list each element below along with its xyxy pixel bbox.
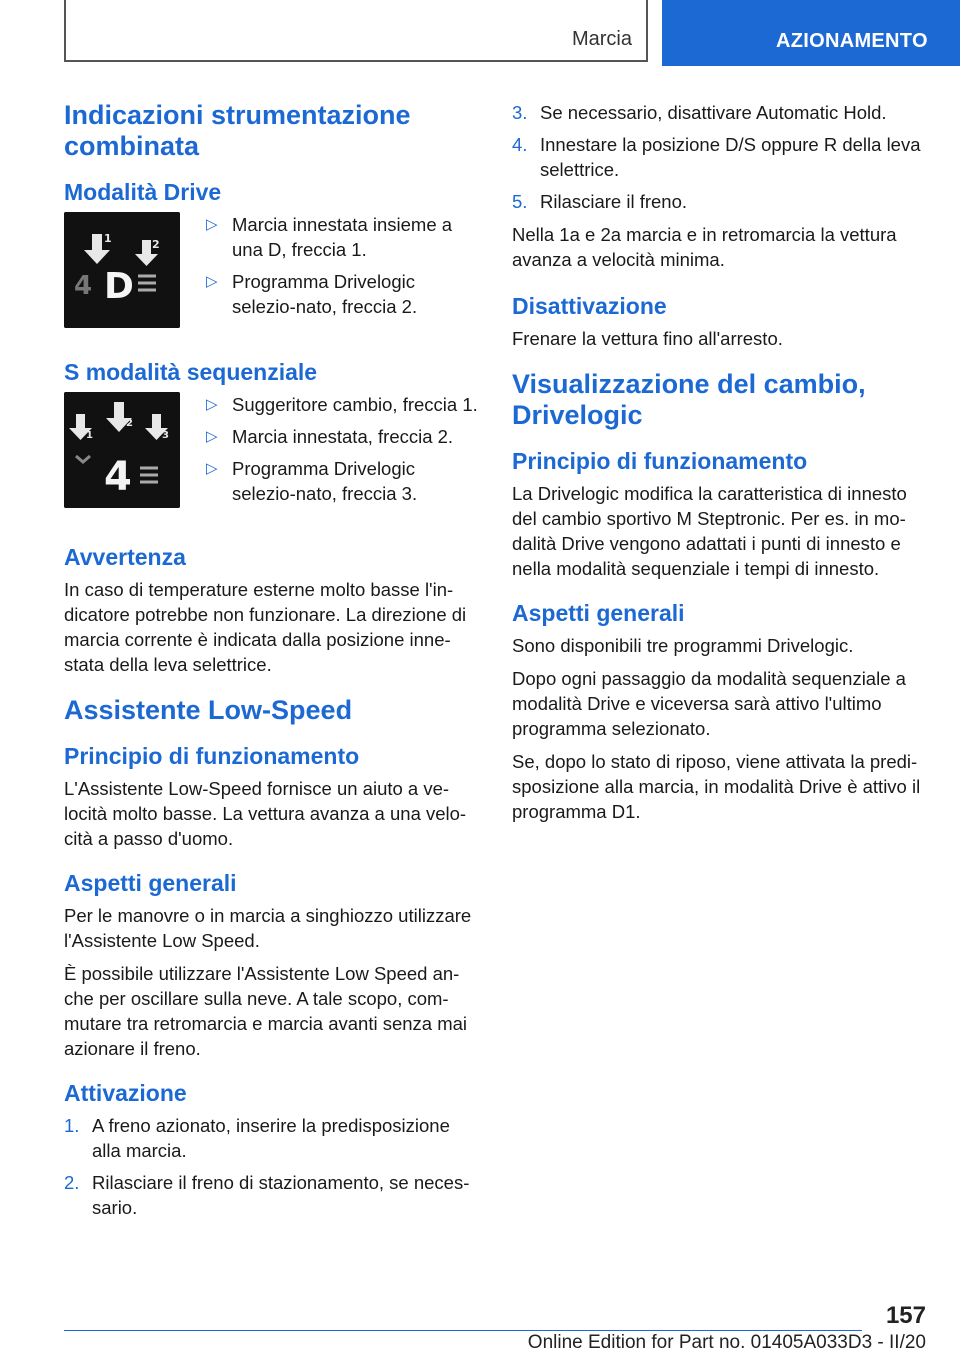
lowspeed-principle-section	[64, 742, 478, 851]
activation-section	[64, 1079, 478, 1220]
deactivation-text: Frenare la vettura fino all'arresto.	[512, 328, 783, 349]
heading-sequential-mode: S modalità sequenziale	[64, 359, 318, 385]
general-text-2: Dopo ogni passaggio da modalità sequenziale a modalità Drive e viceversa sarà attivo l'ultimo programma selezionato.	[512, 668, 906, 739]
drive-arrow-1-label: 1	[104, 232, 112, 245]
drive-mode-bullets	[206, 212, 478, 326]
triangle-bullet-icon: ▷	[206, 216, 218, 233]
drivelogic-general-section	[512, 599, 928, 824]
heading-warning: Avvertenza	[64, 544, 186, 570]
sequential-mode-figure	[64, 392, 478, 513]
drivelogic-principle-section	[512, 447, 928, 581]
right-column	[512, 100, 928, 842]
list-item: 4. Innestare la posizione D/S oppure R della leva selettrice.	[512, 134, 921, 180]
page-number: 157	[885, 1302, 926, 1329]
lowspeed-general-section	[64, 869, 478, 1061]
page-header	[0, 0, 960, 66]
heading-activation: Attivazione	[64, 1080, 187, 1106]
general-text-2: È possibile utilizzare l'Assistente Low Speed an-che per oscillare sulla neve. A tale scopo, com-mutare tra retromarcia e marcia avanti senza mai azionare il freno.	[64, 963, 468, 1059]
section-header-box	[64, 0, 648, 62]
footer-divider	[64, 1330, 862, 1331]
drive-mode-display-image	[64, 212, 180, 328]
list-item: ▷ Suggeritore cambio, freccia 1.	[206, 394, 478, 415]
triangle-bullet-icon: ▷	[206, 396, 218, 413]
heading-general: Aspetti generali	[64, 870, 237, 896]
seq-arrow-3-label: 3	[162, 430, 169, 441]
list-item: ▷ Marcia innestata, freccia 2.	[206, 426, 454, 447]
section-title: Marcia	[571, 28, 632, 50]
triangle-bullet-icon: ▷	[206, 273, 218, 290]
principle-text: L'Assistente Low-Speed fornisce un aiuto a ve-locità molto basse. La vettura avanza a una velo-cità a passo d'uomo.	[64, 778, 467, 849]
heading-deactivation: Disattivazione	[512, 293, 667, 319]
title-low-speed-assistant: Assistente Low-Speed	[64, 695, 353, 725]
general-text-1: Sono disponibili tre programmi Drivelogic.	[512, 635, 854, 656]
general-text-3: Se, dopo lo stato di riposo, viene attivata la predi-sposizione alla marcia, in modalità Drive è attivo il programma D1.	[512, 751, 921, 822]
list-item: ▷ Marcia innestata insieme a una D, freccia 1.	[206, 214, 453, 260]
principle-text: La Drivelogic modifica la caratteristica di innesto del cambio sportivo M Steptronic. Per es. in mo-dalità Drive vengono adattati i punti di innesto e nella modalità sequenziale i tempi di innesto.	[512, 483, 907, 579]
activation-steps	[64, 1113, 478, 1220]
heading-drive-mode: Modalità Drive	[64, 179, 222, 205]
edition-note: Online Edition for Part no. 01405A033D3 - II/20	[527, 1332, 926, 1353]
drive-arrow-2-label: 2	[152, 238, 160, 251]
list-item: 3. Se necessario, disattivare Automatic Hold.	[512, 102, 887, 123]
title-instrument-cluster: Indicazioni strumentazione combinata	[64, 100, 411, 161]
deactivation-section	[512, 292, 928, 351]
heading-principle: Principio di funzionamento	[64, 743, 360, 769]
list-item: 1. A freno azionato, inserire la predisposizione alla marcia.	[64, 1115, 450, 1161]
heading-general: Aspetti generali	[512, 600, 685, 626]
drive-mode-figure	[64, 212, 478, 328]
list-item: 2. Rilasciare il freno di stazionamento, se neces-sario.	[64, 1172, 470, 1218]
triangle-bullet-icon: ▷	[206, 460, 218, 477]
left-column	[64, 100, 478, 1238]
list-item: 5. Rilasciare il freno.	[512, 191, 688, 212]
warning-section	[64, 543, 478, 677]
sequential-gear-indicator: 4	[104, 454, 132, 500]
activation-steps-continued	[512, 100, 928, 214]
seq-arrow-2-label: 2	[126, 418, 133, 429]
min-speed-note: Nella 1a e 2a marcia e in retromarcia la vettura avanza a velocità minima.	[512, 224, 897, 270]
general-text-1: Per le manovre o in marcia a singhiozzo utilizzare l'Assistente Low Speed.	[64, 905, 472, 951]
list-item: ▷ Programma Drivelogic selezio-nato, freccia 2.	[206, 271, 418, 317]
chapter-tab: AZIONAMENTO	[662, 0, 960, 66]
page-footer	[0, 1288, 960, 1362]
seq-arrow-1-label: 1	[86, 430, 93, 441]
sequential-mode-bullets	[206, 392, 478, 513]
sequential-mode-display-image	[64, 392, 180, 508]
heading-principle: Principio di funzionamento	[512, 448, 808, 474]
drive-gear-indicator: D	[104, 266, 134, 307]
drive-small-gear: 4	[74, 271, 93, 301]
triangle-bullet-icon: ▷	[206, 428, 218, 445]
title-drivelogic: Visualizzazione del cambio, Drivelogic	[512, 369, 866, 430]
warning-text: In caso di temperature esterne molto basse l'in-dicatore potrebbe non funzionare. La direzione di marcia corrente è indicata dalla posizione inne-stata della leva selettrice.	[64, 579, 467, 675]
list-item: ▷ Programma Drivelogic selezio-nato, freccia 3.	[206, 458, 418, 504]
